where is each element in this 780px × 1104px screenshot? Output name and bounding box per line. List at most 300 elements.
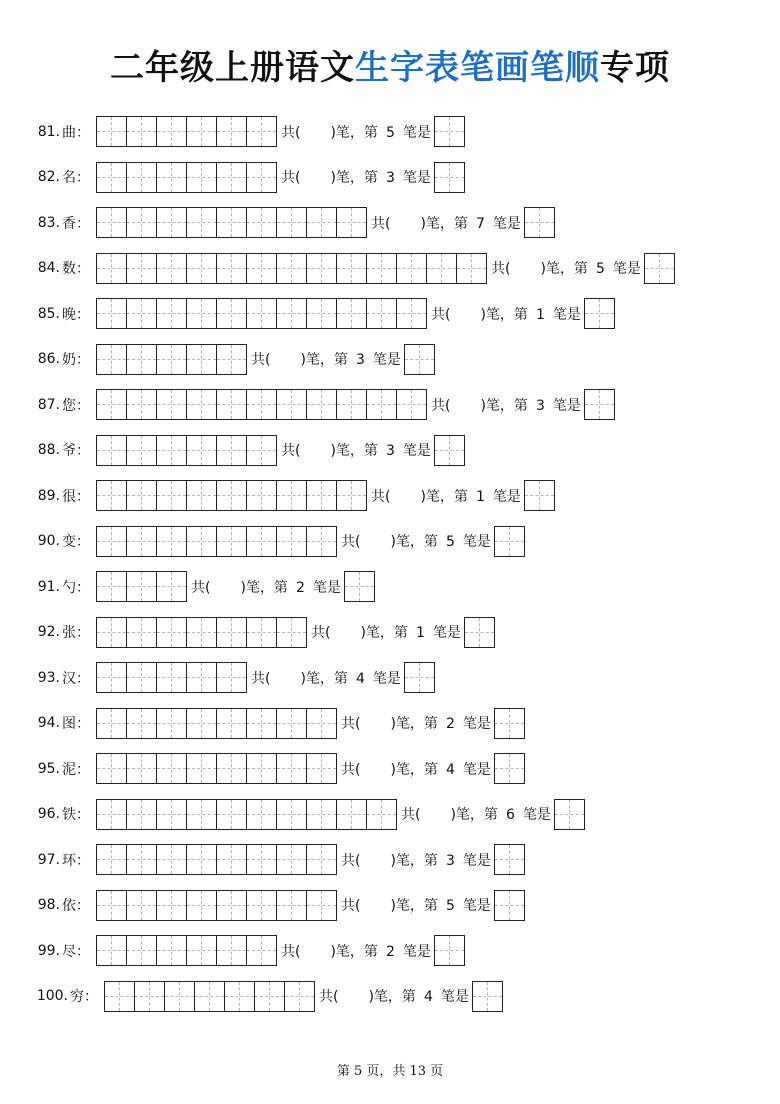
writing-cell[interactable] [246, 936, 276, 965]
writing-cell[interactable] [156, 436, 186, 465]
total-suffix: )笔，第 [480, 397, 528, 414]
answer-cell[interactable] [584, 298, 615, 329]
writing-cell[interactable] [366, 390, 396, 419]
writing-cell[interactable] [216, 436, 246, 465]
writing-cell[interactable] [105, 982, 134, 1011]
target-character: 您 [62, 397, 76, 414]
colon: ： [76, 807, 90, 823]
writing-cell[interactable] [366, 800, 396, 829]
writing-cell[interactable] [156, 572, 186, 601]
writing-cell[interactable] [126, 800, 156, 829]
writing-cell[interactable] [246, 436, 276, 465]
answer-cell[interactable] [524, 207, 555, 238]
writing-cell[interactable] [156, 345, 186, 374]
writing-cell[interactable] [306, 754, 336, 783]
writing-cell[interactable] [246, 618, 276, 647]
writing-cell[interactable] [97, 618, 126, 647]
writing-cell[interactable] [126, 618, 156, 647]
writing-cell[interactable] [246, 254, 276, 283]
writing-cell[interactable] [306, 208, 336, 237]
answer-box[interactable] [584, 389, 615, 420]
writing-cell[interactable] [456, 254, 486, 283]
writing-cell[interactable] [276, 845, 306, 874]
colon: ： [76, 534, 90, 550]
total-suffix: )笔，第 [368, 989, 416, 1005]
stroke-suffix: 笔是 [552, 397, 581, 414]
writing-cell[interactable] [156, 117, 186, 146]
writing-cell[interactable] [216, 481, 246, 510]
total-suffix: )笔，第 [450, 807, 498, 823]
writing-cell[interactable] [246, 891, 276, 920]
total-prefix: 共( [251, 670, 271, 687]
answer-box[interactable] [434, 935, 465, 966]
writing-cell[interactable] [97, 436, 126, 465]
exercise-row [0, 526, 525, 557]
writing-cell[interactable] [246, 390, 276, 419]
writing-cell[interactable] [97, 481, 126, 510]
writing-cell[interactable] [276, 254, 306, 283]
writing-cell[interactable] [134, 982, 164, 1011]
writing-cell[interactable] [246, 117, 276, 146]
writing-cell[interactable] [97, 800, 126, 829]
writing-cell[interactable] [186, 117, 216, 146]
writing-cell[interactable] [97, 254, 126, 283]
answer-cell[interactable] [434, 435, 465, 466]
stroke-question [341, 895, 491, 915]
total-prefix: 共( [341, 534, 361, 550]
exercise-row [0, 662, 435, 693]
writing-cell[interactable] [156, 936, 186, 965]
writing-cell[interactable] [216, 663, 246, 692]
stroke-suffix: 笔是 [440, 989, 469, 1005]
page-title [0, 44, 780, 92]
colon: ： [76, 352, 90, 368]
answer-box[interactable] [344, 571, 375, 602]
answer-cell[interactable] [472, 981, 503, 1012]
exercise-row [0, 571, 375, 602]
writing-cell[interactable] [216, 800, 246, 829]
writing-cell[interactable] [246, 481, 276, 510]
answer-box[interactable] [404, 662, 435, 693]
writing-cell[interactable] [186, 845, 216, 874]
answer-box[interactable] [472, 981, 503, 1012]
writing-cell[interactable] [284, 982, 314, 1011]
writing-cell[interactable] [126, 254, 156, 283]
writing-cell[interactable] [276, 208, 306, 237]
row-number: 99. [37, 942, 60, 959]
answer-cell[interactable] [644, 253, 675, 284]
stroke-suffix: 笔是 [462, 761, 491, 778]
stroke-number: 3 [535, 397, 545, 414]
target-character: 环 [62, 852, 76, 869]
total-prefix: 共( [341, 852, 361, 869]
total-suffix: )笔，第 [480, 306, 528, 323]
writing-cell[interactable] [306, 891, 336, 920]
stroke-number: 5 [445, 898, 455, 914]
colon: ： [76, 625, 90, 641]
stroke-grid[interactable] [96, 435, 277, 466]
stroke-grid[interactable] [96, 844, 337, 875]
target-character: 图 [62, 716, 76, 732]
writing-cell[interactable] [126, 527, 156, 556]
writing-cell[interactable] [216, 845, 246, 874]
writing-cell[interactable] [216, 390, 246, 419]
writing-cell[interactable] [246, 299, 276, 328]
writing-cell[interactable] [276, 299, 306, 328]
writing-cell[interactable] [306, 390, 336, 419]
writing-cell[interactable] [216, 345, 246, 374]
answer-box[interactable] [434, 162, 465, 193]
total-prefix: 共( [341, 761, 361, 778]
writing-cell[interactable] [216, 117, 246, 146]
writing-cell[interactable] [156, 754, 186, 783]
total-prefix: 共( [281, 170, 301, 186]
writing-cell[interactable] [126, 891, 156, 920]
writing-cell[interactable] [246, 800, 276, 829]
writing-cell[interactable] [336, 481, 366, 510]
writing-cell[interactable] [246, 208, 276, 237]
total-prefix: 共( [371, 215, 391, 232]
writing-cell[interactable] [276, 527, 306, 556]
answer-cell[interactable] [494, 526, 525, 557]
stroke-grid[interactable] [96, 526, 337, 557]
answer-cell[interactable] [434, 116, 465, 147]
answer-cell[interactable] [344, 571, 375, 602]
total-suffix: )笔，第 [240, 579, 288, 596]
writing-cell[interactable] [156, 709, 186, 738]
stroke-grid[interactable] [96, 708, 337, 739]
writing-cell[interactable] [126, 936, 156, 965]
stroke-grid[interactable] [96, 890, 337, 921]
writing-cell[interactable] [97, 754, 126, 783]
answer-box[interactable] [494, 844, 525, 875]
total-suffix: )笔，第 [330, 443, 378, 459]
target-character: 尽 [62, 943, 76, 960]
writing-cell[interactable] [194, 982, 224, 1011]
writing-cell[interactable] [156, 254, 186, 283]
stroke-grid[interactable] [104, 981, 315, 1012]
writing-cell[interactable] [396, 299, 426, 328]
answer-box[interactable] [404, 344, 435, 375]
writing-cell[interactable] [306, 299, 336, 328]
writing-cell[interactable] [156, 800, 186, 829]
target-character: 变 [62, 534, 76, 550]
answer-cell[interactable] [434, 162, 465, 193]
writing-cell[interactable] [246, 754, 276, 783]
answer-box[interactable] [584, 298, 615, 329]
stroke-suffix: 笔是 [612, 261, 641, 277]
answer-cell[interactable] [404, 344, 435, 375]
answer-cell[interactable] [494, 890, 525, 921]
stroke-suffix: 笔是 [402, 943, 431, 960]
answer-cell[interactable] [524, 480, 555, 511]
answer-cell[interactable] [494, 753, 525, 784]
target-character: 汉 [62, 670, 76, 687]
writing-cell[interactable] [306, 709, 336, 738]
colon: ： [76, 761, 90, 778]
writing-cell[interactable] [216, 754, 246, 783]
writing-cell[interactable] [186, 663, 216, 692]
writing-cell[interactable] [97, 527, 126, 556]
writing-cell[interactable] [97, 208, 126, 237]
writing-cell[interactable] [97, 299, 126, 328]
stroke-grid[interactable] [96, 571, 187, 602]
answer-cell[interactable] [404, 662, 435, 693]
writing-cell[interactable] [186, 709, 216, 738]
writing-cell[interactable] [164, 982, 194, 1011]
stroke-grid[interactable] [96, 662, 247, 693]
writing-cell[interactable] [186, 481, 216, 510]
exercise-row [0, 981, 503, 1012]
writing-cell[interactable] [246, 163, 276, 192]
answer-box[interactable] [554, 799, 585, 830]
stroke-question [251, 349, 401, 369]
stroke-suffix: 笔是 [462, 852, 491, 869]
writing-cell[interactable] [156, 163, 186, 192]
stroke-suffix: 笔是 [312, 579, 341, 596]
writing-cell[interactable] [246, 527, 276, 556]
writing-cell[interactable] [216, 709, 246, 738]
writing-cell[interactable] [396, 390, 426, 419]
target-character: 张 [62, 625, 76, 641]
answer-box[interactable] [494, 890, 525, 921]
writing-cell[interactable] [216, 254, 246, 283]
writing-cell[interactable] [156, 299, 186, 328]
writing-cell[interactable] [336, 208, 366, 237]
stroke-number: 3 [385, 443, 395, 459]
writing-cell[interactable] [186, 208, 216, 237]
stroke-question [281, 941, 431, 961]
writing-cell[interactable] [276, 800, 306, 829]
writing-cell[interactable] [97, 572, 126, 601]
writing-cell[interactable] [216, 163, 246, 192]
writing-cell[interactable] [186, 436, 216, 465]
writing-cell[interactable] [186, 299, 216, 328]
total-suffix: )笔，第 [420, 215, 468, 232]
stroke-grid[interactable] [96, 389, 427, 420]
answer-cell[interactable] [434, 935, 465, 966]
writing-cell[interactable] [126, 754, 156, 783]
writing-cell[interactable] [126, 117, 156, 146]
colon: ： [76, 397, 90, 414]
writing-cell[interactable] [126, 663, 156, 692]
total-suffix: )笔，第 [330, 170, 378, 186]
exercise-row [0, 435, 465, 466]
title-part-1: 二年级上册语文 [110, 48, 355, 88]
writing-cell[interactable] [276, 891, 306, 920]
writing-cell[interactable] [156, 618, 186, 647]
stroke-grid[interactable] [96, 253, 487, 284]
stroke-grid[interactable] [96, 935, 277, 966]
writing-cell[interactable] [156, 663, 186, 692]
writing-cell[interactable] [224, 982, 254, 1011]
writing-cell[interactable] [126, 481, 156, 510]
total-prefix: 共( [311, 625, 331, 641]
stroke-grid[interactable] [96, 480, 367, 511]
total-prefix: 共( [281, 443, 301, 459]
writing-cell[interactable] [97, 936, 126, 965]
answer-box[interactable] [494, 526, 525, 557]
writing-cell[interactable] [216, 299, 246, 328]
writing-cell[interactable] [186, 527, 216, 556]
stroke-question [281, 122, 431, 142]
writing-cell[interactable] [156, 527, 186, 556]
row-number: 87. [37, 396, 60, 413]
stroke-question [281, 167, 431, 187]
colon: ： [76, 124, 90, 141]
exercise-row [0, 753, 525, 784]
stroke-suffix: 笔是 [402, 124, 431, 141]
writing-cell[interactable] [306, 254, 336, 283]
writing-cell[interactable] [156, 845, 186, 874]
writing-cell[interactable] [336, 254, 366, 283]
row-number: 91. [37, 578, 60, 595]
exercise-row [0, 844, 525, 875]
writing-cell[interactable] [156, 481, 186, 510]
answer-box[interactable] [524, 480, 555, 511]
writing-cell[interactable] [254, 982, 284, 1011]
writing-cell[interactable] [126, 163, 156, 192]
writing-cell[interactable] [186, 163, 216, 192]
answer-box[interactable] [524, 207, 555, 238]
stroke-grid[interactable] [96, 298, 427, 329]
writing-cell[interactable] [186, 254, 216, 283]
writing-cell[interactable] [246, 845, 276, 874]
total-prefix: 共( [191, 579, 211, 596]
answer-cell[interactable] [554, 799, 585, 830]
writing-cell[interactable] [97, 709, 126, 738]
writing-cell[interactable] [186, 936, 216, 965]
answer-box[interactable] [494, 753, 525, 784]
answer-cell[interactable] [584, 389, 615, 420]
stroke-number: 1 [475, 488, 485, 505]
writing-cell[interactable] [186, 754, 216, 783]
writing-cell[interactable] [276, 481, 306, 510]
row-number: 95. [37, 760, 60, 777]
row-number: 97. [37, 851, 60, 868]
answer-box[interactable] [434, 116, 465, 147]
stroke-question [281, 440, 431, 460]
writing-cell[interactable] [186, 800, 216, 829]
colon: ： [76, 579, 90, 596]
writing-cell[interactable] [97, 663, 126, 692]
writing-cell[interactable] [276, 390, 306, 419]
exercise-row [0, 344, 435, 375]
writing-cell[interactable] [126, 572, 156, 601]
answer-box[interactable] [434, 435, 465, 466]
writing-cell[interactable] [216, 936, 246, 965]
exercise-row [0, 617, 495, 648]
writing-cell[interactable] [366, 299, 396, 328]
stroke-question [341, 531, 491, 551]
answer-box[interactable] [464, 617, 495, 648]
writing-cell[interactable] [306, 800, 336, 829]
writing-cell[interactable] [336, 800, 366, 829]
writing-cell[interactable] [216, 891, 246, 920]
writing-cell[interactable] [126, 436, 156, 465]
stroke-grid[interactable] [96, 162, 277, 193]
stroke-number: 2 [385, 943, 395, 960]
stroke-number: 6 [505, 807, 515, 823]
writing-cell[interactable] [126, 845, 156, 874]
writing-cell[interactable] [276, 709, 306, 738]
writing-cell[interactable] [186, 618, 216, 647]
writing-cell[interactable] [216, 527, 246, 556]
stroke-number: 4 [445, 761, 455, 778]
answer-cell[interactable] [494, 844, 525, 875]
writing-cell[interactable] [336, 390, 366, 419]
total-prefix: 共( [371, 488, 391, 505]
writing-cell[interactable] [97, 345, 126, 374]
writing-cell[interactable] [306, 845, 336, 874]
writing-cell[interactable] [246, 709, 276, 738]
exercise-row [0, 799, 585, 830]
writing-cell[interactable] [186, 891, 216, 920]
row-number: 83. [37, 214, 60, 231]
writing-cell[interactable] [426, 254, 456, 283]
answer-cell[interactable] [464, 617, 495, 648]
total-prefix: 共( [281, 124, 301, 141]
total-suffix: )笔，第 [300, 670, 348, 687]
writing-cell[interactable] [126, 345, 156, 374]
total-prefix: 共( [319, 989, 339, 1005]
writing-cell[interactable] [97, 163, 126, 192]
stroke-grid[interactable] [96, 116, 277, 147]
stroke-number: 4 [423, 989, 433, 1005]
stroke-grid[interactable] [96, 207, 367, 238]
writing-cell[interactable] [276, 754, 306, 783]
writing-cell[interactable] [126, 709, 156, 738]
writing-cell[interactable] [336, 299, 366, 328]
writing-cell[interactable] [126, 208, 156, 237]
row-number: 82. [37, 169, 60, 185]
target-character: 曲 [62, 124, 76, 141]
stroke-question [251, 668, 401, 688]
writing-cell[interactable] [126, 390, 156, 419]
total-suffix: )笔，第 [390, 761, 438, 778]
writing-cell[interactable] [97, 891, 126, 920]
answer-cell[interactable] [494, 708, 525, 739]
writing-cell[interactable] [186, 345, 216, 374]
stroke-grid[interactable] [96, 344, 247, 375]
stroke-grid[interactable] [96, 617, 307, 648]
writing-cell[interactable] [186, 390, 216, 419]
writing-cell[interactable] [216, 618, 246, 647]
writing-cell[interactable] [216, 208, 246, 237]
answer-box[interactable] [644, 253, 675, 284]
writing-cell[interactable] [156, 208, 186, 237]
writing-cell[interactable] [396, 254, 426, 283]
writing-cell[interactable] [156, 891, 186, 920]
writing-cell[interactable] [306, 527, 336, 556]
writing-cell[interactable] [97, 117, 126, 146]
writing-cell[interactable] [97, 390, 126, 419]
stroke-grid[interactable] [96, 753, 337, 784]
stroke-grid[interactable] [96, 799, 397, 830]
writing-cell[interactable] [276, 618, 306, 647]
writing-cell[interactable] [156, 390, 186, 419]
writing-cell[interactable] [306, 481, 336, 510]
target-character: 穷 [70, 989, 84, 1005]
stroke-suffix: 笔是 [432, 625, 461, 641]
writing-cell[interactable] [97, 845, 126, 874]
stroke-number: 2 [445, 716, 455, 732]
exercise-row [0, 890, 525, 921]
answer-box[interactable] [494, 708, 525, 739]
writing-cell[interactable] [366, 254, 396, 283]
writing-cell[interactable] [126, 299, 156, 328]
exercise-row [0, 708, 525, 739]
